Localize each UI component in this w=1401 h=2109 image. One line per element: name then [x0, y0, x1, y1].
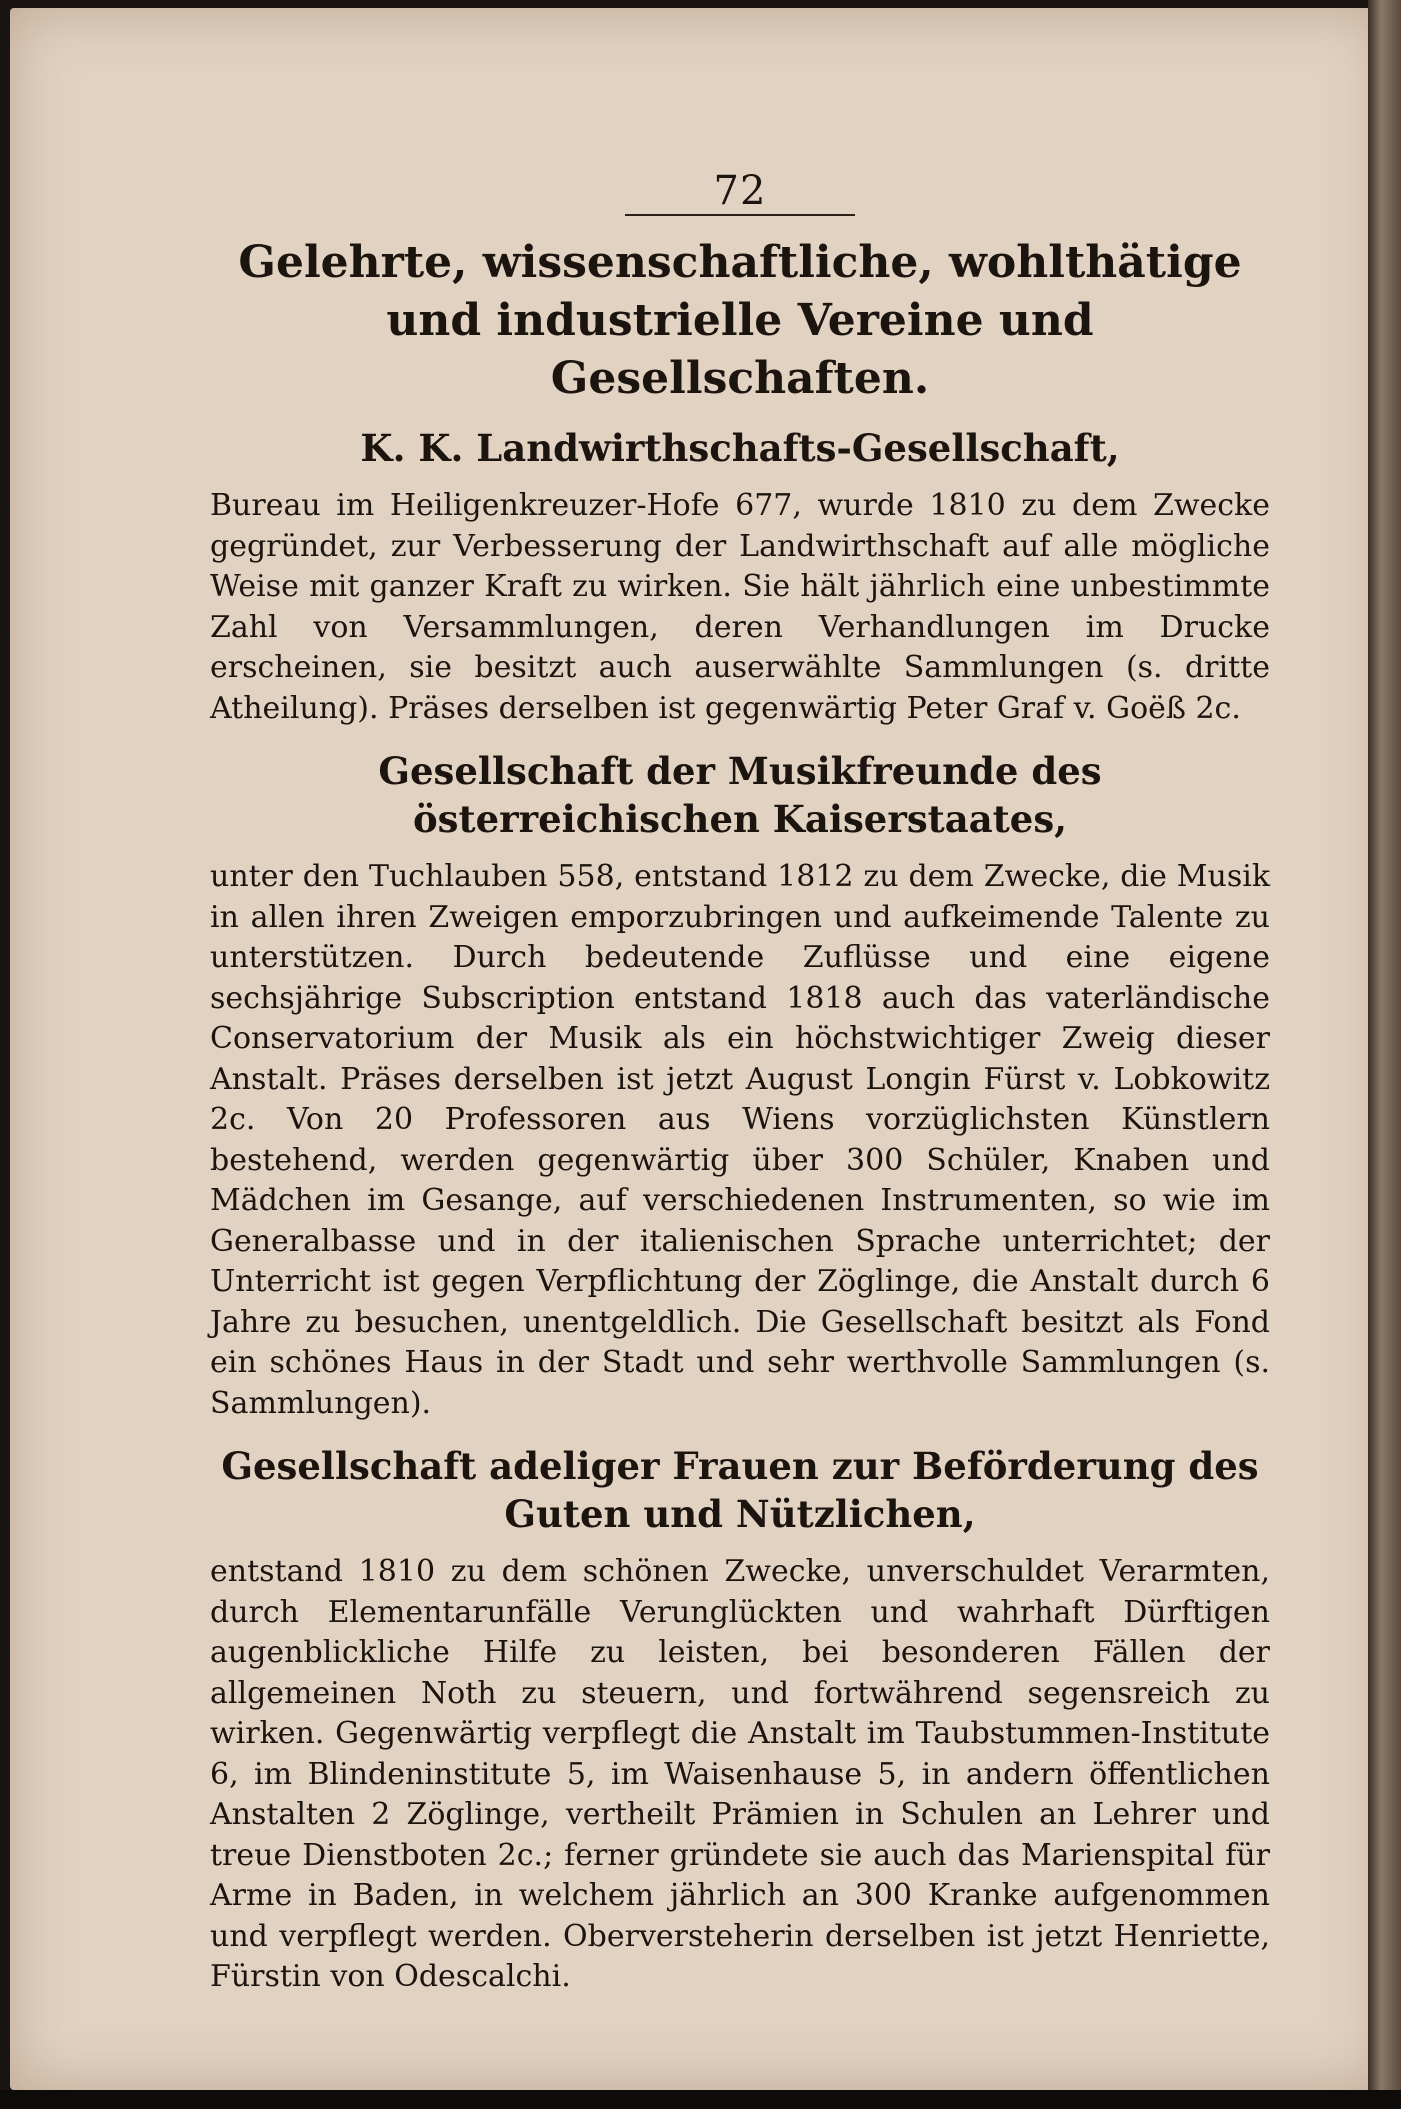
book-page: [10, 8, 1386, 2090]
section-title: Gesellschaft adeliger Frauen zur Beförderung des Guten und Nützlichen,: [221, 1444, 1259, 1536]
header-rule: [625, 214, 855, 216]
main-title: Gelehrte, wissenschaftliche, wohlthätige und industrielle Vereine und Gesellschaften.: [238, 237, 1242, 404]
section-adelige-frauen: [210, 1442, 1270, 1998]
section-body: unter den Tuchlauben 558, entstand 1812 zu dem Zwecke, die Musik in allen ihren Zweigen emporzubringen und aufkeimende Talente zu unterstützen. Durch bedeutende Zuflüsse und eine eigene sechsjährige Subscription entstand 1818 auch das vaterländische Conservatorium der Musik als ein höchstwichtiger Zweig dieser Anstalt. Präses derselben ist jetzt August Longin Fürst v. Lobkowitz 2c. Von 20 Professoren aus Wiens vorzüglichsten Künstlern bestehend, werden gegenwärtig über 300 Schüler, Knaben und Mädchen im Gesange, auf verschiedenen Instrumenten, so wie im Generalbasse und in der italienischen Sprache unterrichtet; der Unterricht ist gegen Verpflichtung der Zöglinge, die Anstalt durch 6 Jahre zu besuchen, unentgeldlich. Die Gesellschaft besitzt als Fond ein schönes Haus in der Stadt und sehr werthvolle Sammlungen (s. Sammlungen).: [210, 859, 1270, 1421]
section-body: Bureau im Heiligenkreuzer-Hofe 677, wurde 1810 zu dem Zwecke gegründet, zur Verbesserung der Landwirthschaft auf alle mögliche Weise mit ganzer Kraft zu wirken. Sie hält jährlich eine unbestimmte Zahl von Versammlungen, deren Verhandlungen im Drucke erscheinen, sie besitzt auch auserwählte Sammlungen (s. dritte Atheilung). Präses derselben ist gegenwärtig Peter Graf v. Goëß 2c.: [210, 488, 1270, 726]
section-title: K. K. Landwirthschafts-Gesellschaft,: [360, 426, 1120, 470]
section-body: entstand 1810 zu dem schönen Zwecke, unverschuldet Verarmten, durch Elementarunfälle Verunglückten und wahrhaft Dürftigen augenblickliche Hilfe zu leisten, bei besonderen Fällen der allgemeinen Noth zu steuern, und fortwährend segensreich zu wirken. Gegenwärtig verpflegt die Anstalt im Taubstummen-Institute 6, im Blindeninstitute 5, im Waisenhause 5, in andern öffentlichen Anstalten 2 Zöglinge, vertheilt Prämien in Schulen an Lehrer und treue Dienstboten 2c.; ferner gründete sie auch das Marienspital für Arme in Baden, in welchem jährlich an 300 Kranke aufgenommen und verpflegt werden. Oberversteherin derselben ist jetzt Henriette, Fürstin von Odescalchi.: [210, 1554, 1270, 1994]
section-title: Gesellschaft der Musikfreunde des österreichischen Kaiserstaates,: [378, 749, 1102, 841]
section-landwirthschaft: [210, 424, 1270, 729]
page-content: [210, 168, 1270, 2016]
page-number: 72: [713, 168, 767, 214]
section-musikfreunde: [210, 747, 1270, 1424]
page-bottom-shadow: [0, 2090, 1401, 2109]
book-spine-edge: [1368, 0, 1401, 2109]
